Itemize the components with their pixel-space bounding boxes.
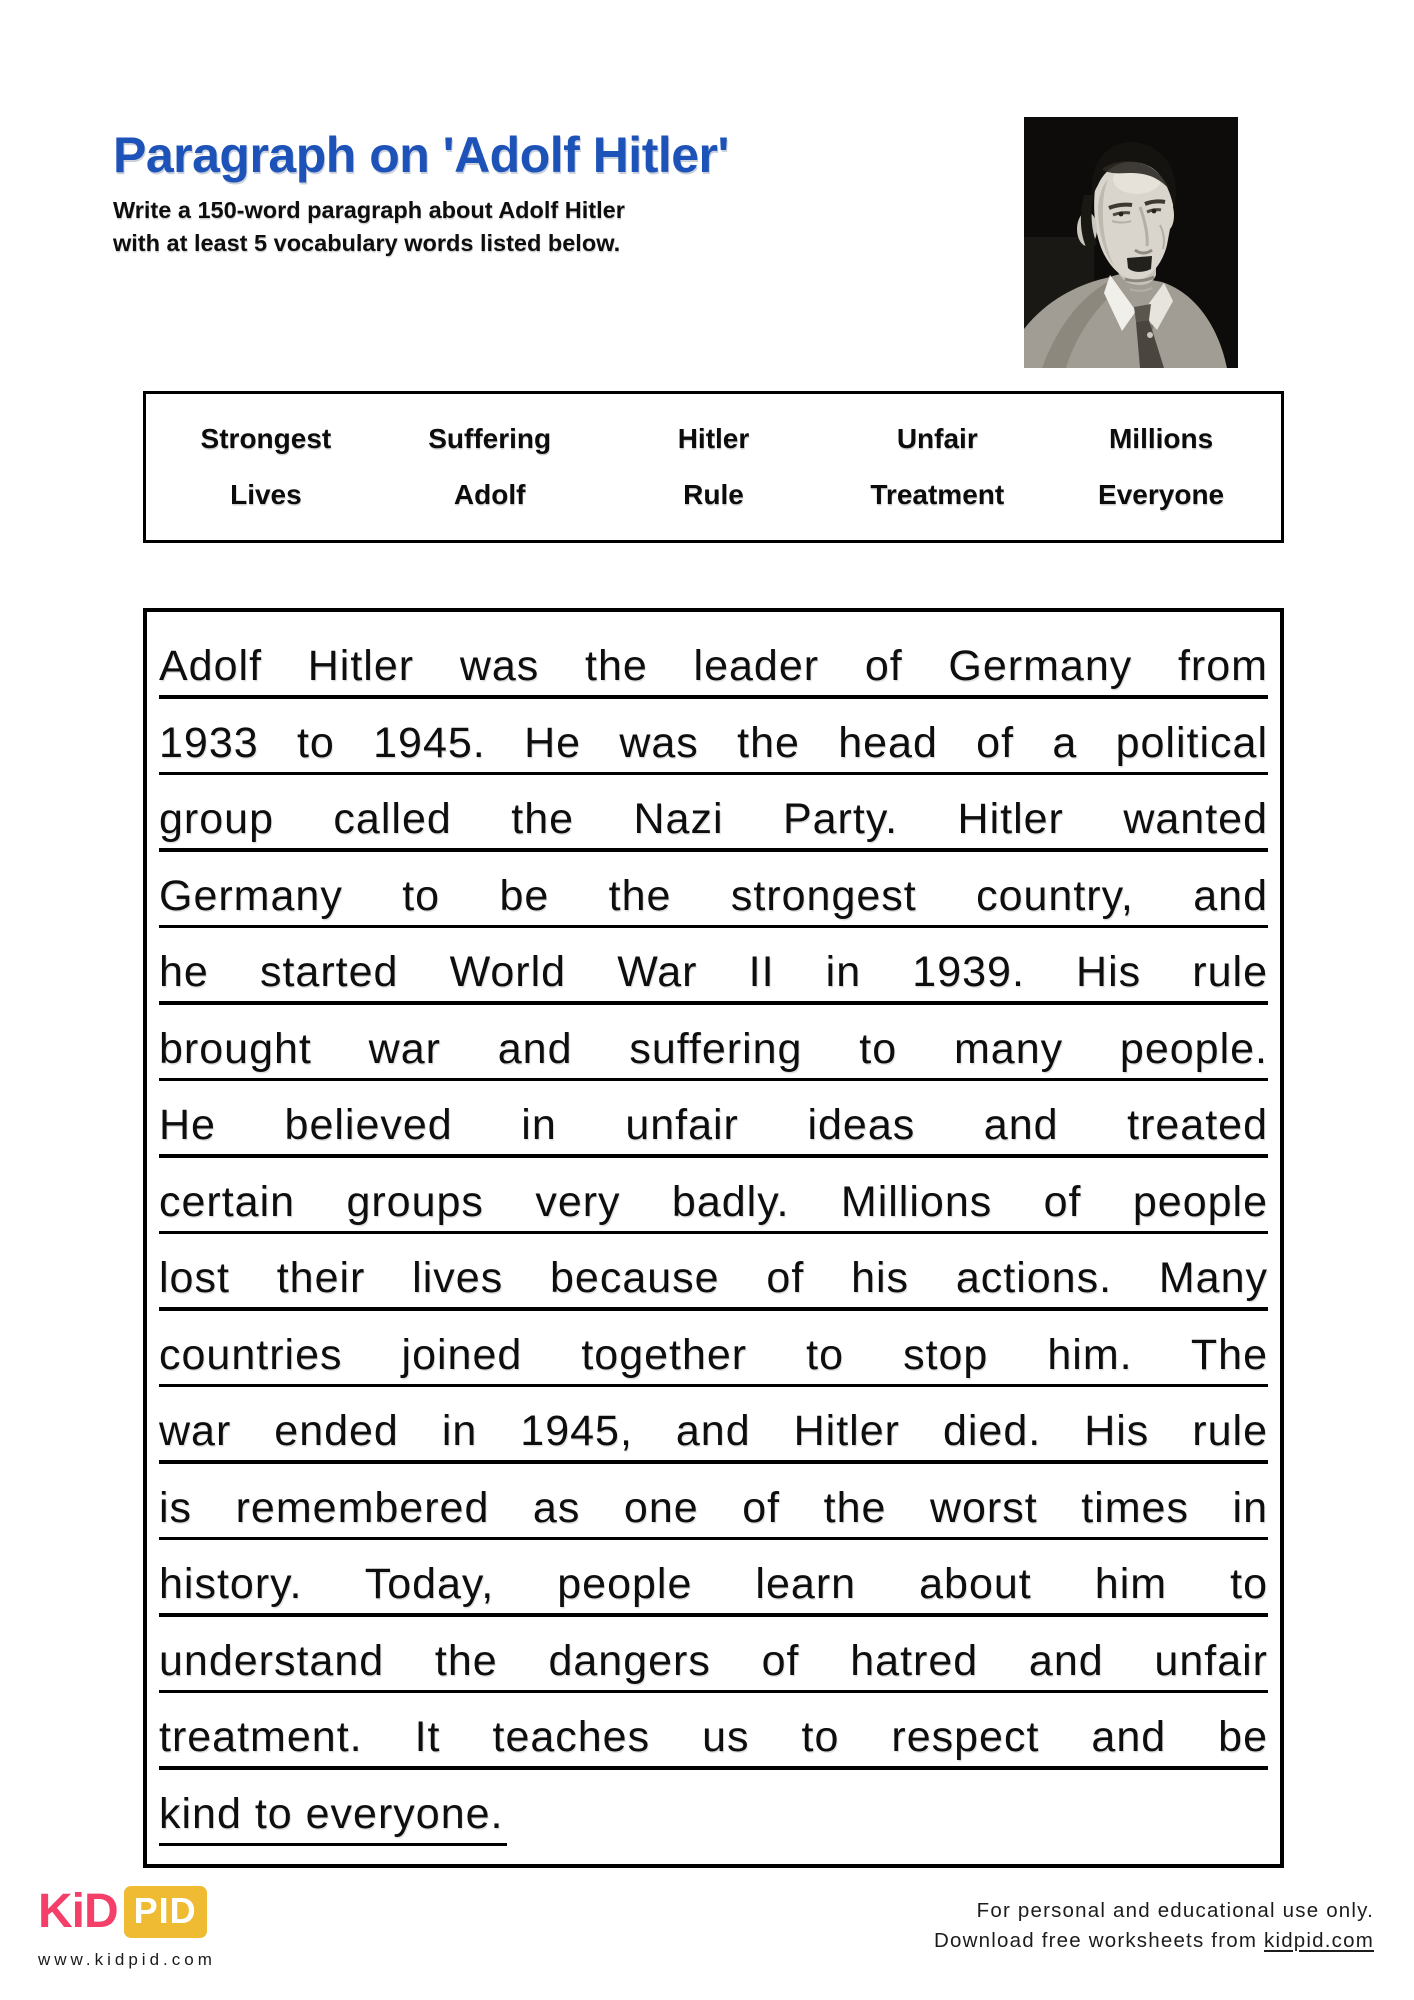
hitler-portrait-photo bbox=[1024, 117, 1238, 368]
usage-note-line-2-text: Download free worksheets from bbox=[934, 1929, 1264, 1952]
vocabulary-word: Unfair bbox=[896, 423, 978, 455]
paragraph-line: Germany to be the strongest country, and bbox=[159, 858, 1268, 935]
paragraph-line: brought war and suffering to many people. bbox=[159, 1011, 1268, 1088]
kidpid-link[interactable]: kidpid.com bbox=[1264, 1929, 1374, 1952]
vocabulary-box bbox=[143, 391, 1284, 543]
vocabulary-row-1 bbox=[154, 423, 1273, 455]
paragraph-line: kind to everyone. bbox=[159, 1776, 507, 1853]
vocabulary-row-2 bbox=[154, 479, 1273, 511]
paragraph-line: 1933 to 1945. He was the head of a political bbox=[159, 705, 1268, 782]
paragraph-line: He believed in unfair ideas and treated bbox=[159, 1087, 1268, 1164]
paragraph-line: countries joined together to stop him. The bbox=[159, 1317, 1268, 1394]
instructions-line-2: with at least 5 vocabulary words listed below. bbox=[113, 230, 621, 256]
usage-note bbox=[934, 1896, 1374, 1956]
page-title: Paragraph on 'Adolf Hitler' bbox=[113, 127, 729, 183]
vocabulary-word: Treatment bbox=[870, 478, 1005, 510]
paragraph-line: lost their lives because of his actions. Many bbox=[159, 1240, 1268, 1317]
paragraph-line: treatment. It teaches us to respect and be bbox=[159, 1699, 1268, 1776]
kidpid-logo bbox=[38, 1884, 207, 1939]
instructions-line-1: Write a 150-word paragraph about Adolf Hitler bbox=[113, 197, 625, 223]
vocabulary-word: Hitler bbox=[677, 423, 750, 455]
vocabulary-word: Rule bbox=[683, 478, 744, 510]
paragraph-line: is remembered as one of the worst times in bbox=[159, 1470, 1268, 1547]
vocabulary-word: Adolf bbox=[453, 478, 526, 510]
paragraph-box bbox=[143, 608, 1284, 1868]
vocabulary-word: Suffering bbox=[428, 423, 552, 455]
usage-note-line-1: For personal and educational use only. bbox=[976, 1899, 1374, 1922]
paragraph-line: he started World War II in 1939. His rule bbox=[159, 934, 1268, 1011]
paragraph-line: group called the Nazi Party. Hitler wanted bbox=[159, 781, 1268, 858]
kidpid-logo-kid: KiD bbox=[38, 1885, 118, 1938]
portrait-illustration bbox=[1024, 117, 1238, 368]
kidpid-website-url: www.kidpid.com bbox=[38, 1950, 216, 1969]
vocabulary-word: Millions bbox=[1108, 423, 1214, 455]
paragraph-line: certain groups very badly. Millions of people bbox=[159, 1164, 1268, 1241]
vocabulary-word: Everyone bbox=[1098, 478, 1225, 510]
vocabulary-word: Strongest bbox=[200, 423, 332, 455]
instructions bbox=[113, 194, 625, 260]
vocabulary-word: Lives bbox=[230, 478, 302, 510]
kidpid-logo-pid: PID bbox=[124, 1886, 207, 1938]
paragraph-line: war ended in 1945, and Hitler died. His rule bbox=[159, 1393, 1268, 1470]
paragraph-line: Adolf Hitler was the leader of Germany from bbox=[159, 628, 1268, 705]
paragraph-line: history. Today, people learn about him to bbox=[159, 1546, 1268, 1623]
paragraph-line: understand the dangers of hatred and unfair bbox=[159, 1623, 1268, 1700]
usage-note-line-2 bbox=[934, 1926, 1374, 1956]
